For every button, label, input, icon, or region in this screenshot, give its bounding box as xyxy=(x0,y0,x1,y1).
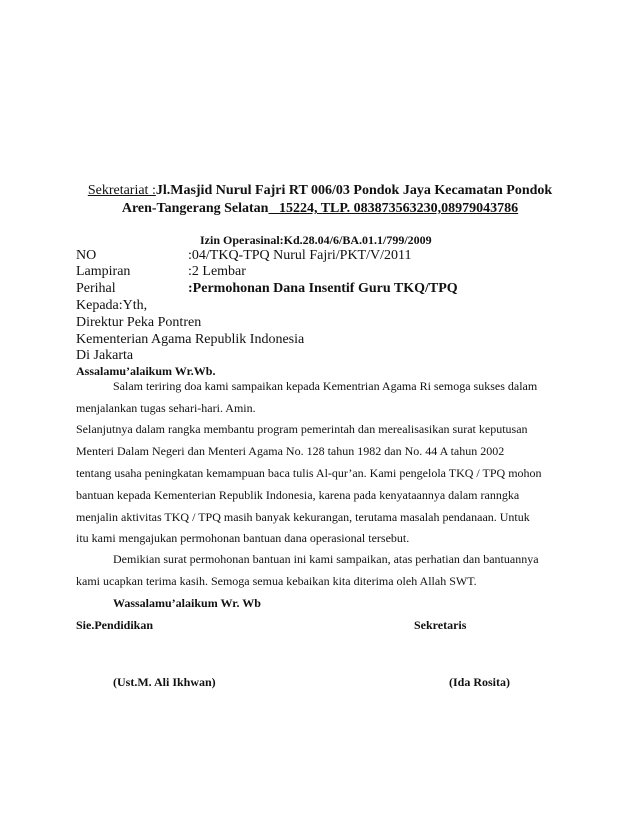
secretariat-label: Sekretariat : xyxy=(87,183,156,198)
no-label: NO xyxy=(76,248,97,263)
paragraph-2-line-2: Menteri Dalam Negeri dan Menteri Agama No. 128 tahun 1982 dan No. 44 A tahun 2002 xyxy=(76,444,505,458)
recipient-line-4: Di Jakarta xyxy=(76,348,134,363)
paragraph-2-line-1: Selanjutnya dalam rangka membantu program pemerintah dan merealisasikan surat keputusan xyxy=(76,422,528,436)
letterhead-line-2 xyxy=(0,201,640,217)
recipient-line-3: Kementerian Agama Republik Indonesia xyxy=(76,332,305,347)
paragraph-1-line-1: Salam teriring doa kami sampaikan kepada Kementrian Agama Ri semoga sukses dalam xyxy=(113,379,538,393)
paragraph-2-line-6: itu kami mengajukan permohonan bantuan dana operasional tersebut. xyxy=(76,531,410,545)
perihal-colon: : xyxy=(188,281,193,296)
paragraph-3-line-1: Demikian surat permohonan bantuan ini kami sampaikan, atas perhatian dan bantuannya xyxy=(113,552,539,566)
closing-salutation: Wassalamu’alaikum Wr. Wb xyxy=(113,596,261,610)
signatory-left-title: Sie.Pendidikan xyxy=(76,618,154,632)
recipient-line-1: Kepada:Yth, xyxy=(76,298,148,313)
address-line-2: Aren-Tangerang Selatan xyxy=(121,201,269,216)
contact-info: 15224, TLP. 083873563230,08979043786 xyxy=(268,201,519,216)
perihal-text: Permohonan Dana Insentif Guru TKQ/TPQ xyxy=(192,281,458,296)
signatory-left-name: (Ust.M. Ali Ikhwan) xyxy=(113,675,216,689)
paragraph-2-line-4: bantuan kepada Kementerian Republik Indonesia, karena pada kenyataannya dalam ranngka xyxy=(76,488,520,502)
signatory-right-name: (Ida Rosita) xyxy=(449,675,511,689)
perihal-label: Perihal xyxy=(76,281,116,296)
operational-permit: Izin Operasinal:Kd.28.04/6/BA.01.1/799/2009 xyxy=(200,233,432,247)
paragraph-2-line-5: menjalin aktivitas TKQ / TPQ masih banyak kekurangan, terutama masalah pendanaan. Untuk xyxy=(76,510,530,524)
paragraph-3-line-2: kami ucapkan terima kasih. Semoga semua kebaikan kita diterima oleh Allah SWT. xyxy=(76,574,477,588)
paragraph-2-line-3: tentang usaha peningkatan kemampuan baca tulis Al-qur’an. Kami pengelola TKQ / TPQ mohon xyxy=(76,466,542,480)
no-value: :04/TKQ-TPQ Nurul Fajri/PKT/V/2011 xyxy=(188,248,412,263)
address-line-1: Jl.Masjid Nurul Fajri RT 006/03 Pondok Jaya Kecamatan Pondok xyxy=(155,183,553,198)
recipient-line-2: Direktur Peka Pontren xyxy=(76,315,202,330)
letterhead-line-1 xyxy=(0,183,640,199)
paragraph-1-line-2: menjalankan tugas sehari-hari. Amin. xyxy=(76,401,256,415)
signatory-right-title: Sekretaris xyxy=(414,618,467,632)
perihal-value xyxy=(188,281,458,297)
lampiran-label: Lampiran xyxy=(76,264,131,279)
lampiran-value: :2 Lembar xyxy=(188,264,246,279)
greeting: Assalamu’alaikum Wr.Wb. xyxy=(76,364,216,378)
